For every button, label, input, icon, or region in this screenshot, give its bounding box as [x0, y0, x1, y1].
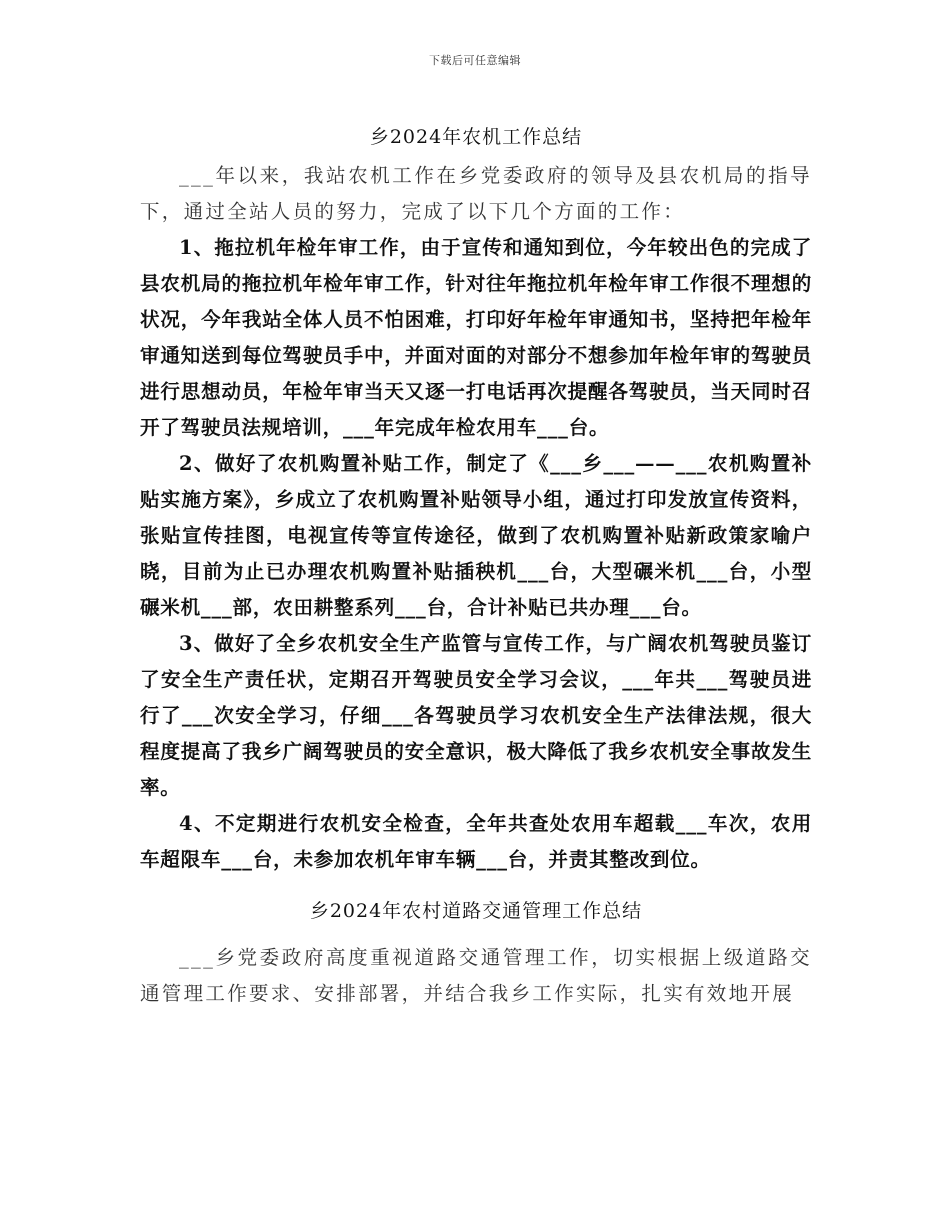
header-note: 下载后可任意编辑	[429, 54, 521, 67]
item-4-paragraph: 4、不定期进行农机安全检查，全年共查处农用车超载___车次，农用车超限车___台，未参加农机年审车辆___台，并责其整改到位。	[140, 812, 812, 871]
section-title-road-traffic: 乡2024年农村道路交通管理工作总结	[309, 900, 643, 922]
item-2-paragraph: 2、做好了农机购置补贴工作，制定了《___乡___——___农机购置补贴实施方案》，乡成立了农机购置补贴领导小组，通过打印发放宣传资料，张贴宣传挂图，电视宣传等宣传途径，做到了农机购置补贴新政策家喻户晓，目前为止已办理农机购置补贴插秧机___台，大型碾米机___台，小型碾米机___部，农田耕整系列___台，合计补贴已共办理___台。	[140, 452, 812, 619]
item-3-paragraph: 3、做好了全乡农机安全生产监管与宣传工作，与广阔农机驾驶员鉴订了安全生产责任状，定期召开驾驶员安全学习会议，___年共___驾驶员进行了___次安全学习，仔细___各驾驶员学习农机安全生产法律法规，很大程度提高了我乡广阔驾驶员的安全意识，极大降低了我乡农机安全事故发生率。	[140, 632, 812, 799]
document-body	[140, 118, 812, 1012]
intro-paragraph: ___年以来，我站农机工作在乡党委政府的领导及县农机局的指导下，通过全站人员的努力，完成了以下几个方面的工作：	[140, 164, 812, 223]
section-title-farm-machinery: 乡2024年农机工作总结	[369, 126, 583, 148]
item-1-paragraph: 1、拖拉机年检年审工作，由于宣传和通知到位，今年较出色的完成了县农机局的拖拉机年检年审工作，针对往年拖拉机年检年审工作很不理想的状况，今年我站全体人员不怕困难，打印好年检年审通知书，坚持把年检年审通知送到每位驾驶员手中，并面对面的对部分不想参加年检年审的驾驶员进行思想动员，年检年审当天又逐一打电话再次提醒各驾驶员，当天同时召开了驾驶员法规培训，___年完成年检农用车___台。	[140, 236, 812, 439]
road-traffic-intro-paragraph: ___乡党委政府高度重视道路交通管理工作，切实根据上级道路交通管理工作要求、安排部署，并结合我乡工作实际，扎实有效地开展	[140, 946, 812, 1005]
